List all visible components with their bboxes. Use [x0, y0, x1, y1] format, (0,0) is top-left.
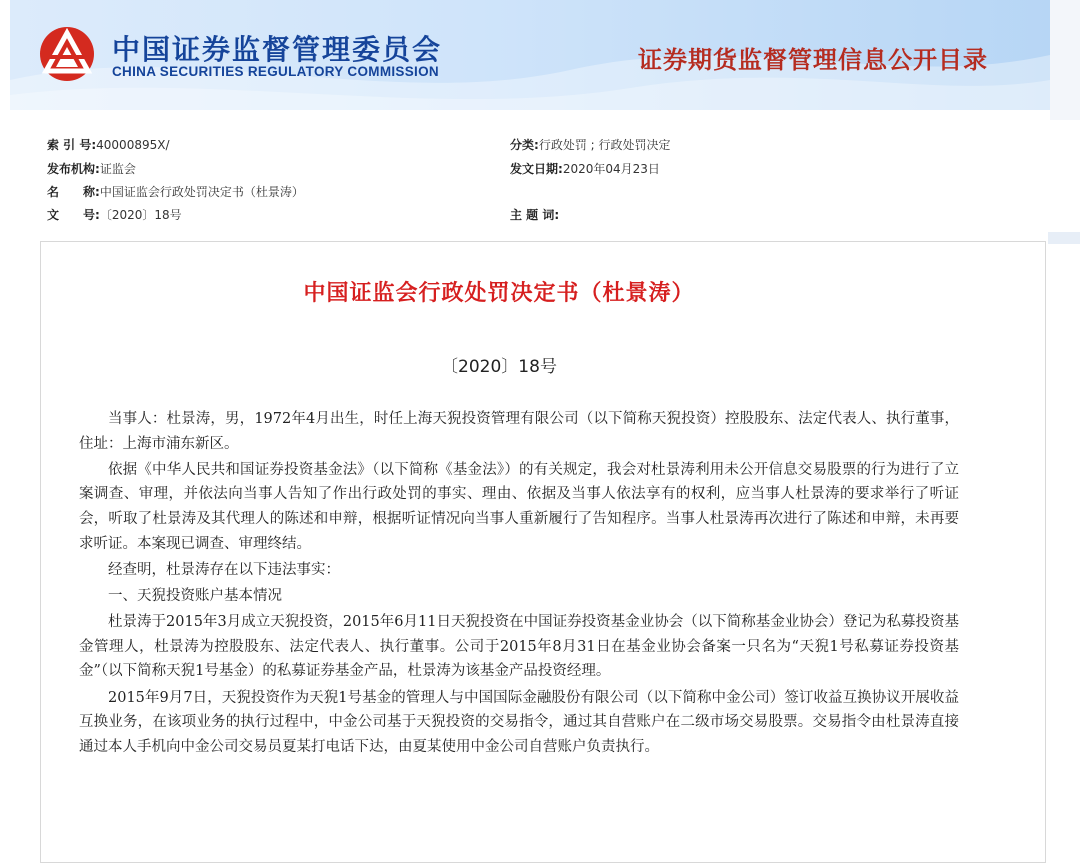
meta-publisher-value: 证监会: [99, 162, 136, 176]
meta-category: [510, 136, 671, 153]
document-number: 〔2020〕18号: [441, 357, 557, 377]
meta-date: [510, 160, 660, 177]
paragraph-basis: 依据《中华人民共和国证券投资基金法》（以下简称《基金法》）的有关规定，我会对杜景涛利用未公开信息交易股票的行为进行了立案调查、审理，并依法向当事人告知了作出行政处罚的事实、理由、依据及当事人依法享有的权利，应当事人杜景涛的要求举行了听证会，听取了杜景涛及其代理人的陈述和申辩，根据听证情况向当事人重新履行了告知程序。当事人杜景涛再次进行了陈述和申辩，未再要求听证。本案现已调查、审理终结。: [79, 461, 959, 552]
meta-date-value: 2020年04月23日: [562, 162, 660, 176]
meta-name: [47, 183, 304, 200]
site-header: [10, 0, 1050, 110]
org-name-cn: 中国证券监督管理委员会: [112, 33, 443, 66]
paragraph-section-heading: 一、天猊投资账户基本情况: [108, 587, 282, 604]
paragraph-swap-agreement: 2015年9月7日，天猊投资作为天猊1号基金的管理人与中国国际金融股份有限公司（以下简称中金公司）签订收益互换协议开展收益互换业务，在该项业务的执行过程中，中金公司基于天猊投资的交易指令，通过其自营账户在二级市场交易股票。交易指令由杜景涛直接通过本人手机向中金公司交易员夏某打电话下达，由夏某使用中金公司自营账户负责执行。: [79, 689, 959, 755]
meta-keywords-label: 主 题 词:: [510, 208, 560, 222]
meta-publisher-label: 发布机构:: [47, 162, 100, 176]
directory-title: 证券期货监督管理信息公开目录: [638, 46, 988, 74]
document-text: [79, 407, 959, 761]
meta-docno-label: 文 号:: [47, 208, 100, 222]
meta-category-value: 行政处罚 ; 行政处罚决定: [538, 138, 671, 152]
meta-name-value: 中国证监会行政处罚决定书（杜景涛）: [99, 185, 304, 199]
meta-keywords: [510, 206, 559, 223]
meta-docno: [47, 206, 182, 223]
document-title: 中国证监会行政处罚决定书（杜景涛）: [303, 281, 695, 306]
meta-name-label: 名 称:: [47, 185, 100, 199]
meta-index: [47, 136, 170, 153]
org-name-en: CHINA SECURITIES REGULATORY COMMISSION: [112, 64, 439, 79]
meta-date-label: 发文日期:: [510, 162, 563, 176]
side-strip-marker: [1048, 232, 1080, 244]
paragraph-party: 当事人：杜景涛，男，1972年4月出生，时任上海天猊投资管理有限公司（以下简称天猊投资）控股股东、法定代表人、执行董事，住址：上海市浦东新区。: [79, 411, 959, 452]
meta-docno-value: 〔2020〕18号: [99, 208, 182, 222]
csrc-logo-icon[interactable]: [36, 25, 98, 83]
meta-index-label: 索 引 号:: [47, 138, 97, 152]
meta-publisher: [47, 160, 136, 177]
side-strip: [1050, 0, 1080, 120]
meta-index-value: 40000895X/: [96, 138, 170, 152]
paragraph-findings-intro: 经查明，杜景涛存在以下违法事实：: [108, 561, 340, 578]
meta-category-label: 分类:: [510, 138, 539, 152]
document-body: [40, 241, 1046, 863]
paragraph-account-info: 杜景涛于2015年3月成立天猊投资，2015年6月11日天猊投资在中国证券投资基金业协会（以下简称基金业协会）登记为私募投资基金管理人，杜景涛为控股股东、法定代表人、执行董事。公司于2015年8月31日在基金业协会备案一只名为“天猊1号私募证券投资基金”（以下简称天猊1号基金）的私募证券基金产品，杜景涛为该基金产品投资经理。: [79, 614, 959, 680]
